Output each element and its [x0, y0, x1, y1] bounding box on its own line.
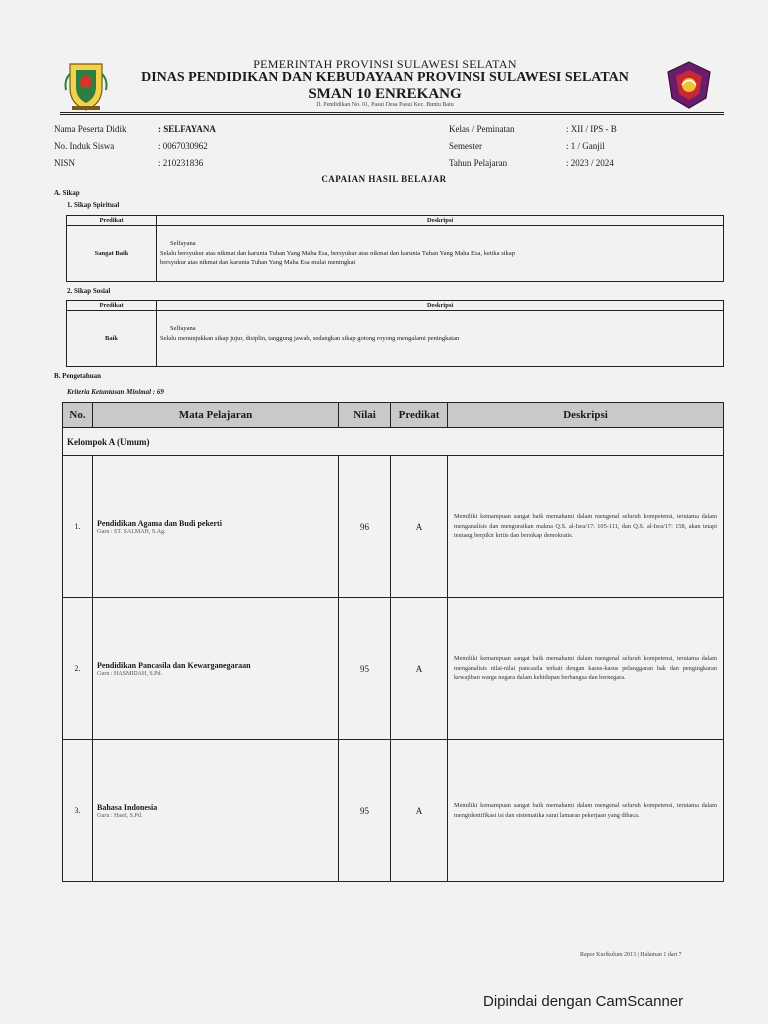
social-col-predikat: Predikat — [67, 301, 157, 311]
group-label: Kelompok A (Umum) — [63, 428, 724, 456]
row-no: 3. — [63, 740, 93, 882]
col-description: Deskripsi — [448, 403, 724, 428]
social-heading: 2. Sikap Sosial — [67, 287, 111, 295]
table-row — [63, 456, 724, 598]
student-nisn-label: NISN — [54, 158, 76, 168]
province-emblem-logo — [62, 60, 110, 112]
social-predikat: Baik — [67, 311, 157, 367]
subject-name: Bahasa Indonesia — [97, 802, 158, 812]
row-no: 1. — [63, 456, 93, 598]
class-label: Kelas / Peminatan — [449, 124, 515, 134]
header-divider — [60, 112, 724, 113]
spiritual-attitude-table — [66, 215, 724, 282]
student-nis-value: : 0067030962 — [158, 141, 208, 151]
spiritual-heading: 1. Sikap Spiritual — [67, 201, 120, 209]
student-nisn-value: : 210231836 — [158, 158, 204, 168]
page-footer-note: Rapor Kurikulum 2013 | Halaman 1 dari 7 — [580, 952, 682, 958]
header-address: Jl. Pendidikan No. 01, Pasui Desa Pasui Kec. Buntu Batu — [316, 102, 454, 108]
social-col-deskripsi: Deskripsi — [157, 301, 724, 311]
col-subject: Mata Pelajaran — [93, 403, 339, 428]
subject-teacher: Guru : HASMIDAH, S.Pd. — [97, 670, 163, 677]
school-year-value: : 2023 / 2024 — [566, 158, 614, 168]
semester-label: Semester — [449, 141, 482, 151]
kkm-label: Kriteria Ketuntasan Minimal : 69 — [67, 388, 164, 396]
report-title: CAPAIAN HASIL BELAJAR — [321, 174, 447, 184]
header-department: DINAS PENDIDIKAN DAN KEBUDAYAAN PROVINSI SULAWESI SELATAN — [141, 70, 629, 85]
section-b-heading: B. Pengetahuan — [54, 372, 102, 380]
spiritual-description — [157, 226, 724, 282]
social-student-name: Selfayana — [170, 325, 196, 333]
social-description — [157, 311, 724, 367]
class-value: : XII / IPS - B — [566, 124, 617, 134]
semester-value: : 1 / Ganjil — [566, 141, 605, 151]
row-subject — [93, 740, 339, 882]
row-description: Memiliki kemampuan sangat baik memahami dalam mengenal seluruh kompetensi, terutama dalam menganalisis nilai-nilai pancasila terkait dengan kasus-kasus pelanggaran hak dan pengingkaran kewajiban warga negara dalam kehidupan berbangsa dan bernegara. — [448, 598, 724, 740]
row-predikat: A — [391, 740, 448, 882]
row-description: Memiliki kemampuan sangat baik memahami dalam mengenal seluruh kompetensi, terutama dalam mengidentifikasi isi dan sistematika surat lamaran pekerjaan yang dibaca. — [448, 740, 724, 882]
camscanner-watermark: Dipindai dengan CamScanner — [483, 993, 684, 1010]
spiritual-col-deskripsi: Deskripsi — [157, 216, 724, 226]
spiritual-desc-line: Selalu bersyukur atas nikmat dan karunia Tuhan Yang Maha Esa, bersyukur atas nikmat dan karunia Tuhan Yang Maha Esa, ketika sikap — [160, 249, 515, 257]
social-attitude-table — [66, 300, 724, 367]
subject-teacher: Guru : Hasti, S.Pd. — [97, 812, 143, 819]
row-description: Memiliki kemampuan sangat baik memahami dalam mengenal seluruh kompetensi, terutama dalam menganalisis dan menguraikan makna Q.S. al-Isra/17: 105-111, dan Q.S. al-Isra/17: 158, akan tetapi tentang berpikir kritis dan bersikap demokratis. — [448, 456, 724, 598]
row-score: 95 — [339, 740, 391, 882]
header-government: PEMERINTAH PROVINSI SULAWESI SELATAN — [253, 57, 517, 71]
row-score: 96 — [339, 456, 391, 598]
row-score: 95 — [339, 598, 391, 740]
col-score: Nilai — [339, 403, 391, 428]
row-predikat: A — [391, 598, 448, 740]
spiritual-predikat: Sangat Baik — [67, 226, 157, 282]
table-row — [63, 740, 724, 882]
row-subject — [93, 598, 339, 740]
row-no: 2. — [63, 598, 93, 740]
col-no: No. — [63, 403, 93, 428]
social-desc-line: Selalu menunjukkan sikap jujur, disiplin, tanggung jawab, sedangkan sikap gotong royong mengalami peningkatan — [160, 334, 460, 342]
table-row — [63, 598, 724, 740]
spiritual-student-name: Selfayana — [170, 240, 196, 248]
subject-name: Pendidikan Pancasila dan Kewarganegaraan — [97, 660, 251, 670]
school-emblem-logo — [666, 60, 712, 110]
subject-name: Pendidikan Agama dan Budi pekerti — [97, 518, 222, 528]
student-name-label: Nama Peserta Didik — [54, 124, 127, 134]
spiritual-desc-line: bersyukur atas nikmat dan karunia Tuhan Yang Maha Esa mulai meningkat — [160, 259, 356, 267]
row-predikat: A — [391, 456, 448, 598]
col-predikat: Predikat — [391, 403, 448, 428]
subject-teacher: Guru : ST. SALMAH, S.Ag. — [97, 528, 166, 535]
spiritual-col-predikat: Predikat — [67, 216, 157, 226]
section-a-heading: A. Sikap — [54, 189, 80, 197]
student-name-value: : SELFAYANA — [158, 124, 216, 134]
student-nis-label: No. Induk Siswa — [54, 141, 115, 151]
row-subject — [93, 456, 339, 598]
knowledge-grades-table — [62, 402, 724, 882]
school-year-label: Tahun Pelajaran — [449, 158, 508, 168]
header-divider — [60, 114, 724, 115]
header-school-name: SMAN 10 ENREKANG — [308, 86, 462, 102]
